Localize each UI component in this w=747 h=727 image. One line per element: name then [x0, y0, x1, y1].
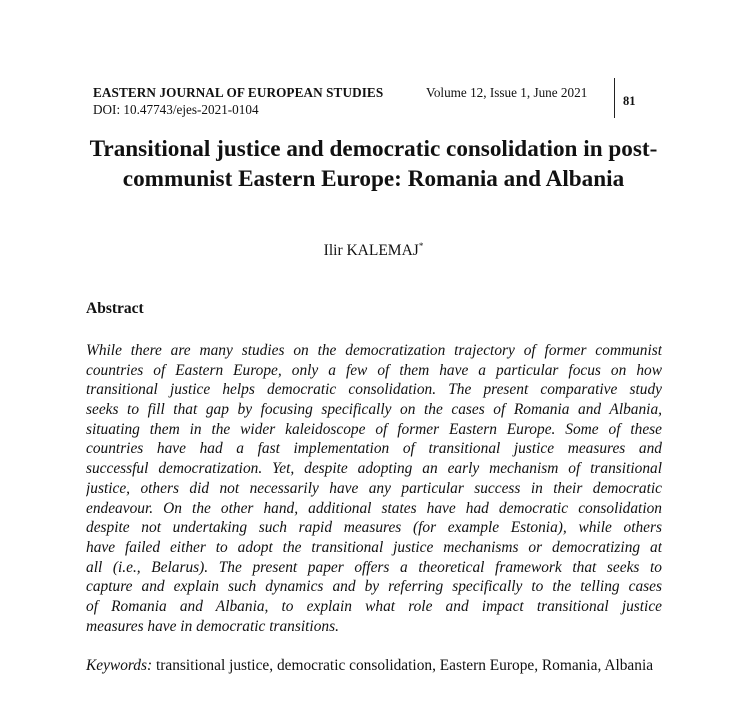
journal-name: EASTERN JOURNAL OF EUROPEAN STUDIES: [93, 85, 384, 100]
header-divider: [614, 78, 615, 118]
abstract-line: have failed either to adopt the transitional justice mechanisms or democratizing at: [86, 538, 662, 556]
abstract-line: countries have had a fast implementation of transitional justice measures and: [86, 440, 662, 458]
abstract-line: countries of Eastern Europe, only a few of them have a particular focus on how: [86, 361, 662, 379]
keywords: [86, 656, 666, 676]
abstract-line: transitional justice helps democratic consolidation. The present comparative study: [86, 381, 662, 399]
abstract-line: measures have in democratic transitions.: [86, 617, 339, 635]
author-name: Ilir KALEMAJ: [323, 242, 419, 259]
author-line: [0, 241, 747, 260]
author-footnote-mark: *: [418, 241, 424, 251]
abstract-line: endeavour. On the other hand, additional states have had democratic consolidation: [86, 499, 662, 517]
abstract-body: [86, 341, 662, 636]
keywords-text: transitional justice, democratic consolidation, Eastern Europe, Romania, Albania: [155, 657, 654, 674]
abstract-line: successful democratization. Yet, despite adopting an early mechanism of transitional: [86, 460, 662, 478]
abstract-line: situating them in the wider kaleidoscope of former Eastern Europe. Some of these: [86, 420, 662, 438]
abstract-line: seeks to fill that gap by focusing specifically on the cases of Romania and Albania,: [86, 401, 662, 419]
page-number: 81: [623, 94, 636, 108]
abstract-line: of Romania and Albania, to explain what role and impact transitional justice: [86, 597, 662, 615]
abstract-line: justice, others did not necessarily have any particular success in their democratic: [86, 479, 662, 497]
volume-info: Volume 12, Issue 1, June 2021: [426, 85, 588, 100]
keywords-label: Keywords:: [86, 657, 153, 674]
abstract-line: all (i.e., Belarus). The present paper offers a theoretical framework that seeks to: [86, 558, 662, 576]
abstract-line: capture and explain such dynamics and by referring specifically to the telling cases: [86, 578, 662, 596]
abstract-line: despite not undertaking such rapid measures (for example Estonia), while others: [86, 519, 662, 537]
abstract-heading: Abstract: [86, 300, 144, 317]
article-title: Transitional justice and democratic consolidation in post-communist Eastern Europe: Romania and Albania: [89, 136, 658, 192]
abstract-line: While there are many studies on the democratization trajectory of former communist: [86, 342, 662, 359]
doi: DOI: 10.47743/ejes-2021-0104: [93, 102, 259, 117]
